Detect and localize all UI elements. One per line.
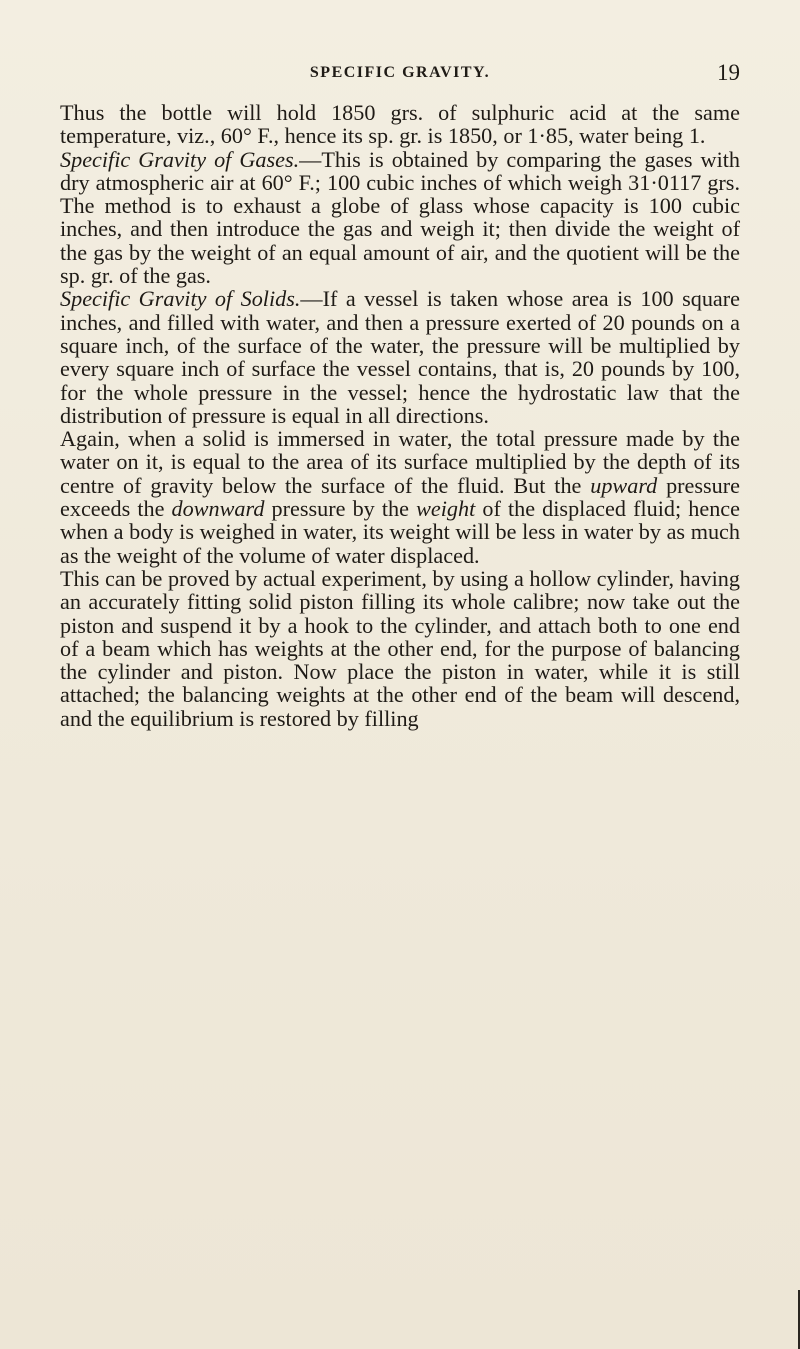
paragraph-text: Thus the bottle will hold 1850 grs. of sulphuric acid at the same temperature, viz., 60° F., hence its sp. gr. is 1850, or 1·85, water being 1. (60, 100, 740, 149)
page-header (0, 60, 800, 90)
paragraph-experiment (60, 567, 740, 730)
paragraph-text: pressure exceeds the (60, 472, 740, 522)
emphasis-downward: downward (171, 496, 265, 522)
running-title: SPECIFIC GRAVITY. (309, 64, 491, 81)
emphasis-weight: weight (416, 496, 476, 522)
section-heading-gases: Specific Gravity of Gases. (60, 146, 300, 172)
paragraph-immersed (60, 427, 740, 567)
paragraph-text: of the displaced fluid; hence when a body is weighed in water, its weight will be less in water by as much as the weight of the volume of water displaced. (60, 496, 740, 568)
paragraph-text: Again, when a solid is immersed in water, the total pressure made by the water on it, is equal to the area of its surface multiplied by the depth of its centre of gravity below the surface of the fluid. But the (60, 426, 740, 498)
paragraph-text: This can be proved by actual experiment, by using a hollow cylinder, having an accurately fitting solid piston filling its whole calibre; now take out the piston and suspend it by a hook to the cylinder, and attach both to one end of a beam which has weights at the other end, for the purpose of balancing the cylinder and piston. Now place the piston in water, while it is still attached; the balancing weights at the other end of the beam will descend, and the equilibrium is restored by filling (60, 565, 740, 731)
paragraph-solids (60, 287, 740, 427)
section-heading-solids: Specific Gravity of Solids. (60, 286, 301, 312)
emphasis-upward: upward (590, 472, 658, 498)
page-number: 19 (717, 60, 740, 85)
paragraph-gases (60, 148, 740, 288)
paragraph-text: —This is obtained by comparing the gases with dry atmospheric air at 60° F.; 100 cubic inches of which weigh 31·0117 grs. The method is to exhaust a globe of glass whose capacity is 100 cubic inches, and then introduce the gas and weigh it; then divide the weight of the gas by the weight of an equal amount of air, and the quotient will be the sp. gr. of the gas. (60, 146, 740, 289)
body-text (60, 101, 740, 730)
paragraph-text: pressure by the (264, 496, 417, 522)
paragraph-bottle (60, 101, 740, 148)
paragraph-text: —If a vessel is taken whose area is 100 square inches, and filled with water, and then a pressure exerted of 20 pounds on a square inch, of the surface of the water, the pressure will be multiplied by every square inch of surface the vessel contains, that is, 20 pounds by 100, for the whole pressure in the vessel; hence the hydrostatic law that the distribution of pressure is equal in all directions. (60, 286, 740, 428)
